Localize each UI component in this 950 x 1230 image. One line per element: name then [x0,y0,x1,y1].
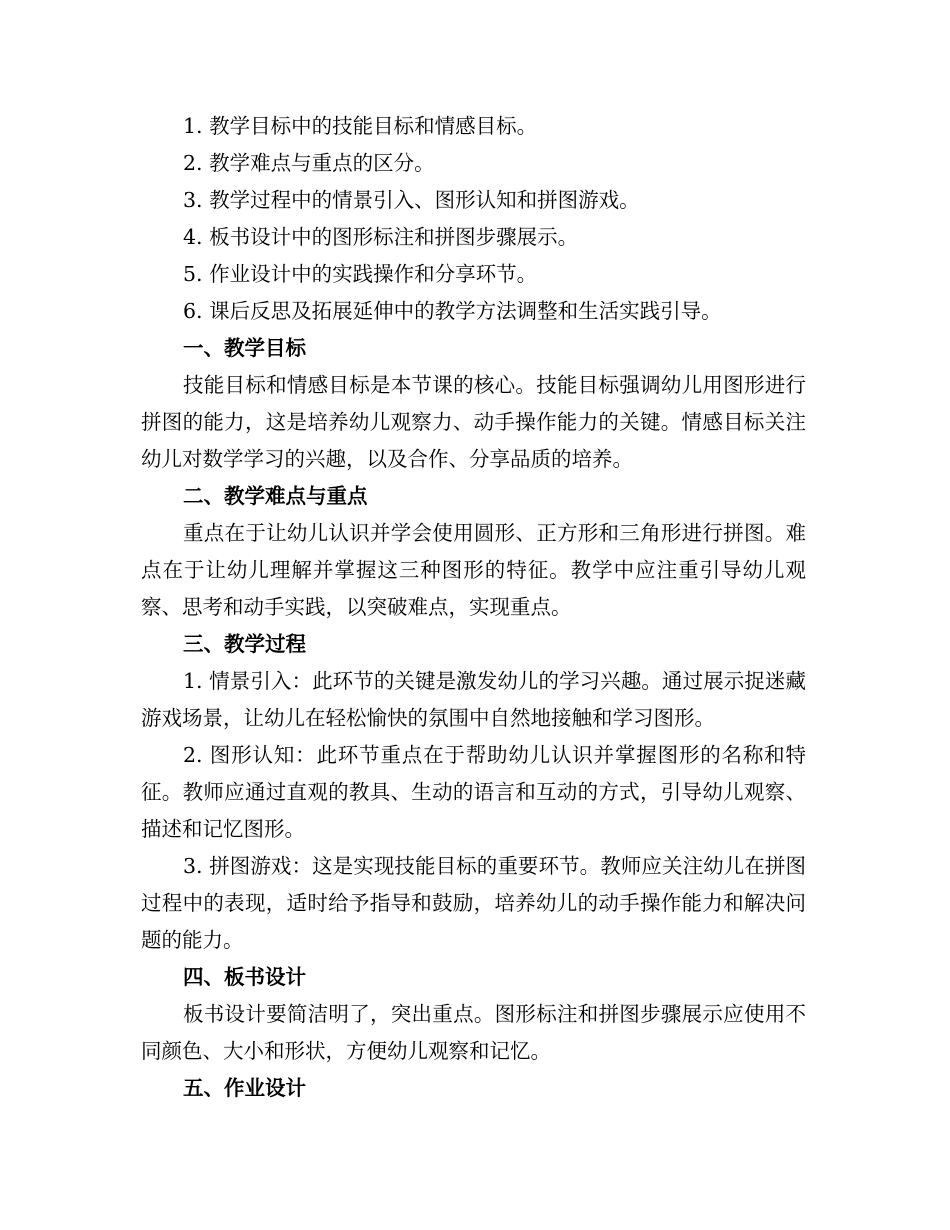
section-heading-teaching-goals: 一、教学目标 [183,336,306,360]
list-item: 2. 教学难点与重点的区分。 [183,151,435,175]
paragraph: 技能目标和情感目标是本节课的核心。技能目标强调幼儿用图形进行拼图的能力，这是培养幼儿观察力、动手操作能力的关键。情感目标关注幼儿对数学学习的兴趣，以及合作、分享品质的培养。 [141,373,806,471]
section-heading-teaching-process: 三、教学过程 [183,632,306,656]
paragraph: 2. 图形认知：此环节重点在于帮助幼儿认识并掌握图形的名称和特征。教师应通过直观的教具、生动的语言和互动的方式，引导幼儿观察、描述和记忆图形。 [141,743,806,841]
paragraph: 1. 情景引入：此环节的关键是激发幼儿的学习兴趣。通过展示捉迷藏游戏场景，让幼儿在轻松愉快的氛围中自然地接触和学习图形。 [141,669,806,730]
section-heading-homework: 五、作业设计 [183,1076,306,1100]
paragraph: 3. 拼图游戏：这是实现技能目标的重要环节。教师应关注幼儿在拼图过程中的表现，适时给予指导和鼓励，培养幼儿的动手操作能力和解决问题的能力。 [141,854,806,952]
section-heading-difficulties: 二、教学难点与重点 [183,484,368,508]
list-item: 6. 课后反思及拓展延伸中的教学方法调整和生活实践引导。 [183,299,722,323]
list-item: 3. 教学过程中的情景引入、图形认知和拼图游戏。 [183,188,640,212]
document-page [141,108,806,1107]
list-item: 4. 板书设计中的图形标注和拼图步骤展示。 [183,225,579,249]
list-item: 5. 作业设计中的实践操作和分享环节。 [183,262,538,286]
list-item: 1. 教学目标中的技能目标和情感目标。 [183,114,538,138]
paragraph: 重点在于让幼儿认识并学会使用圆形、正方形和三角形进行拼图。难点在于让幼儿理解并掌握这三种图形的特征。教学中应注重引导幼儿观察、思考和动手实践，以突破难点，实现重点。 [141,521,806,619]
paragraph: 板书设计要简洁明了，突出重点。图形标注和拼图步骤展示应使用不同颜色、大小和形状，方便幼儿观察和记忆。 [141,1002,806,1063]
section-heading-board-design: 四、板书设计 [183,965,306,989]
